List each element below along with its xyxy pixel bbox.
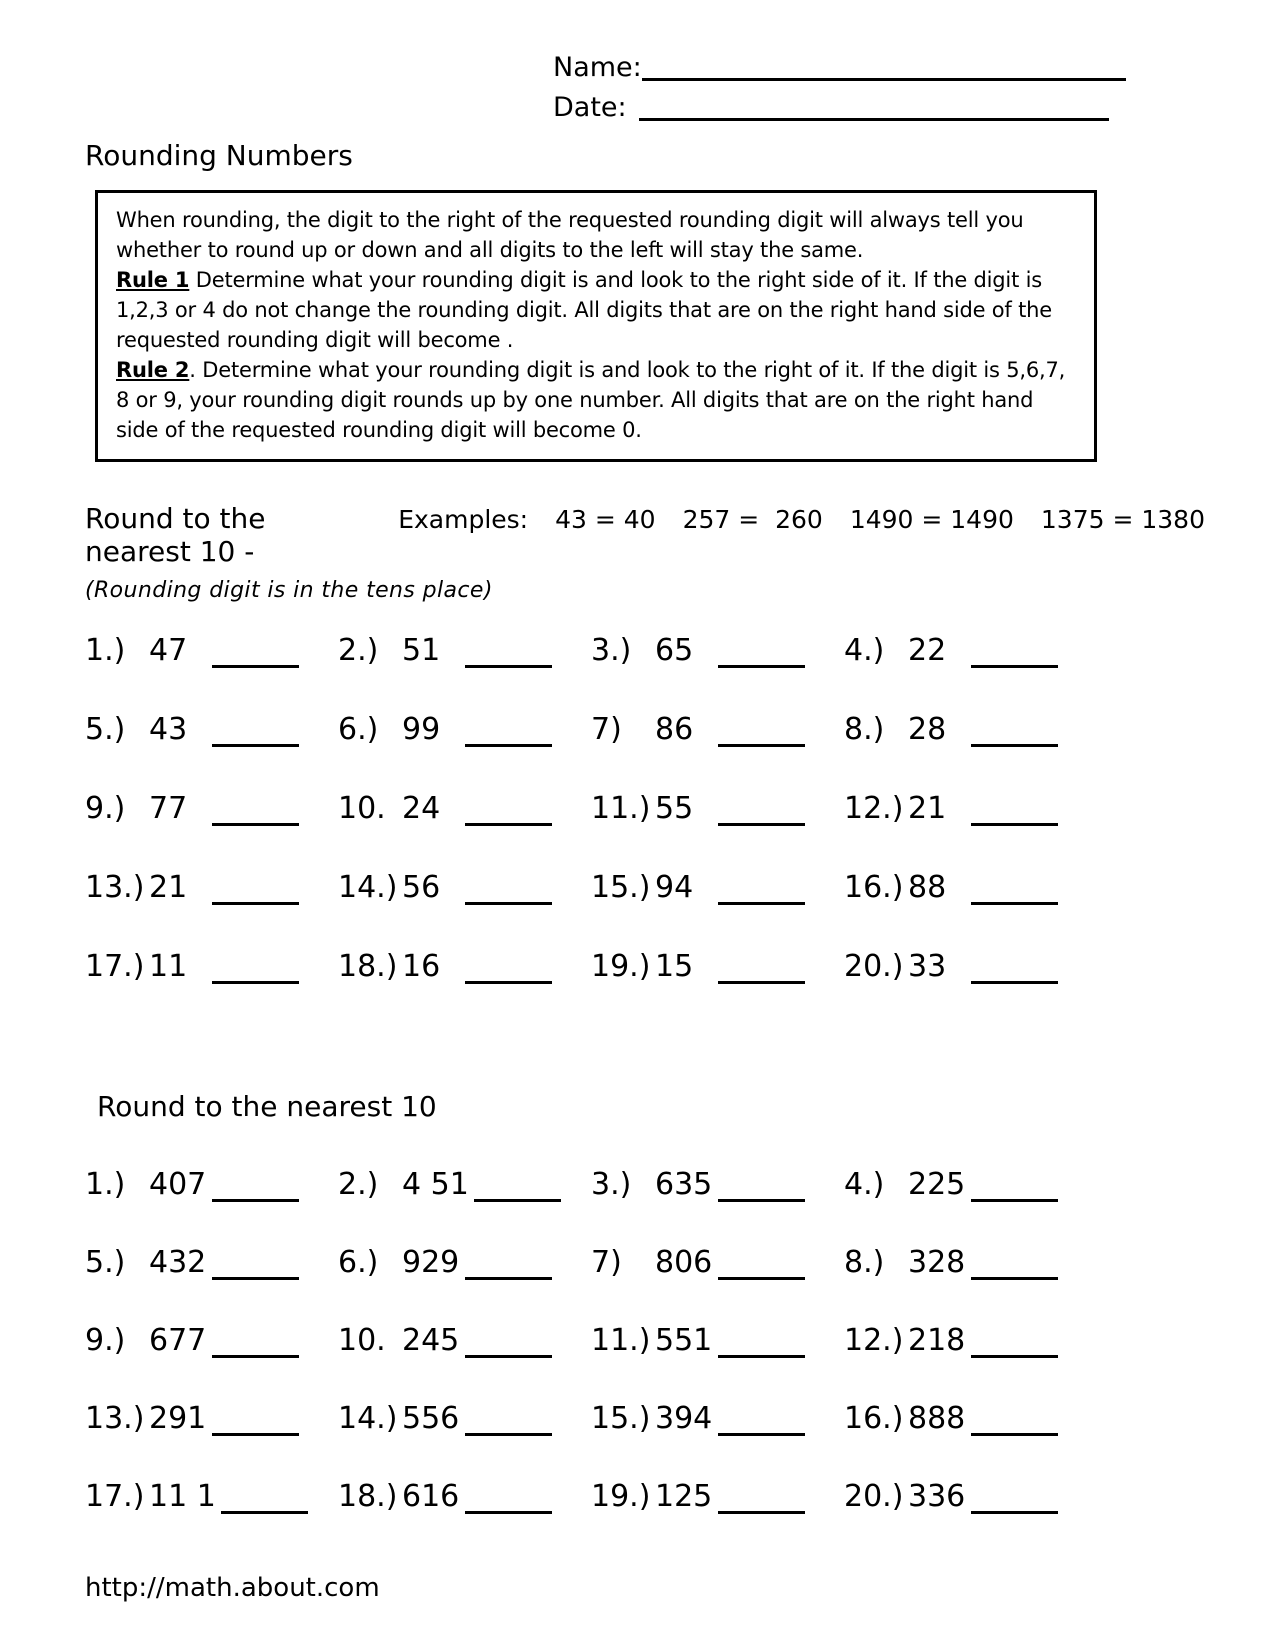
problem-item [844,633,1097,712]
problem-item [85,1323,338,1401]
problem-number: 432 [149,1245,207,1280]
problem-item [338,1245,591,1323]
problem-label: 7) [591,712,622,747]
problem-label: 18.) [338,949,398,984]
problem-item [591,1323,844,1401]
answer-blank[interactable] [212,1277,299,1280]
answer-blank[interactable] [465,1511,552,1514]
name-date-block [553,52,1205,123]
answer-blank[interactable] [971,1355,1058,1358]
problem-number: 125 [655,1479,713,1514]
problem-number: 635 [655,1167,713,1202]
answer-blank[interactable] [212,981,299,984]
problem-label: 16.) [844,870,904,905]
date-row [553,92,1205,123]
problem-number: 888 [908,1401,966,1436]
example-item: 257 = 260 [682,505,823,534]
problem-number: 21 [149,870,188,905]
problem-item [85,870,338,949]
answer-blank[interactable] [465,1355,552,1358]
answer-blank[interactable] [718,1199,805,1202]
problem-item [844,712,1097,791]
problem-number: 407 [149,1167,207,1202]
problem-item [85,1167,338,1245]
answer-blank[interactable] [971,1433,1058,1436]
problem-item [338,1479,591,1557]
problem-label: 15.) [591,1401,651,1436]
problem-item [844,791,1097,870]
problem-item [844,1167,1097,1245]
page-title: Rounding Numbers [85,139,353,172]
problem-label: 16.) [844,1401,904,1436]
problem-label: 6.) [338,712,379,747]
problem-label: 9.) [85,1323,126,1358]
answer-blank[interactable] [718,1277,805,1280]
rules-box [95,190,1097,462]
problem-number: 22 [908,633,947,668]
problem-item [591,870,844,949]
answer-blank[interactable] [718,902,805,905]
problem-label: 20.) [844,1479,904,1514]
problem-number: 4 51 [402,1167,469,1202]
answer-blank[interactable] [465,981,552,984]
answer-blank[interactable] [212,902,299,905]
problem-number: 245 [402,1323,460,1358]
problem-item [591,1167,844,1245]
problem-number: 328 [908,1245,966,1280]
problem-label: 5.) [85,712,126,747]
answer-blank[interactable] [465,1433,552,1436]
problem-item [591,712,844,791]
problem-label: 10. [338,1323,386,1358]
problem-label: 4.) [844,633,885,668]
problem-number: 15 [655,949,694,984]
problem-item [844,1401,1097,1479]
problem-label: 3.) [591,633,632,668]
date-input-line[interactable] [639,118,1109,121]
problem-item [591,1479,844,1557]
problem-label: 8.) [844,712,885,747]
problem-number: 336 [908,1479,966,1514]
problem-item [844,949,1097,1028]
problem-item [591,1245,844,1323]
rules-intro: When rounding, the digit to the right of the requested rounding digit will always tell you whether to round up or down and all digits to the left will stay the same. [116,208,1024,262]
problem-label: 11.) [591,791,651,826]
problem-number: 21 [908,791,947,826]
problem-number: 929 [402,1245,460,1280]
problem-number: 677 [149,1323,207,1358]
name-input-line[interactable] [642,78,1126,81]
section2-heading: Round to the nearest 10 [97,1090,437,1123]
problem-item [844,870,1097,949]
problem-number: 24 [402,791,441,826]
problem-number: 218 [908,1323,966,1358]
problem-item [844,1245,1097,1323]
rule-1-label: Rule 1 [116,268,190,292]
problem-number: 16 [402,949,441,984]
example-item: 1375 = 1380 [1040,505,1205,534]
problem-item [844,1323,1097,1401]
problem-item [591,633,844,712]
answer-blank[interactable] [212,1355,299,1358]
problem-label: 3.) [591,1167,632,1202]
problem-item [85,712,338,791]
answer-blank[interactable] [465,1277,552,1280]
problem-number: 11 [149,949,188,984]
problem-label: 1.) [85,633,126,668]
problem-label: 4.) [844,1167,885,1202]
answer-blank[interactable] [971,1277,1058,1280]
answer-blank[interactable] [718,665,805,668]
example-item: 43 = 40 [555,505,656,534]
problem-number: 94 [655,870,694,905]
problem-item [338,791,591,870]
rule-1 [116,265,1074,355]
answer-blank[interactable] [718,981,805,984]
problem-label: 11.) [591,1323,651,1358]
problem-item [85,791,338,870]
footer-url: http://math.about.com [85,1573,380,1603]
problem-label: 5.) [85,1245,126,1280]
problem-number: 51 [402,633,441,668]
problem-number: 43 [149,712,188,747]
answer-blank[interactable] [212,823,299,826]
problem-label: 14.) [338,870,398,905]
problem-number: 77 [149,791,188,826]
answer-blank[interactable] [971,1511,1058,1514]
problem-number: 47 [149,633,188,668]
examples-row [85,502,1205,568]
answer-blank[interactable] [718,1511,805,1514]
problem-number: 225 [908,1167,966,1202]
section1-subnote: (Rounding digit is in the tens place) [85,578,493,603]
answer-blank[interactable] [971,981,1058,984]
example-item: 1490 = 1490 [849,505,1014,534]
problem-number: 291 [149,1401,207,1436]
section2-problems-grid [85,1167,1205,1557]
problem-label: 14.) [338,1401,398,1436]
answer-blank[interactable] [474,1199,561,1202]
problem-item [338,633,591,712]
answer-blank[interactable] [718,1433,805,1436]
answer-blank[interactable] [971,902,1058,905]
answer-blank[interactable] [718,1355,805,1358]
problem-item [85,633,338,712]
problem-number: 99 [402,712,441,747]
problem-label: 17.) [85,1479,145,1514]
problem-number: 56 [402,870,441,905]
rule-2 [116,355,1074,445]
name-row [553,52,1205,83]
rule-1-text: Determine what your rounding digit is and look to the right side of it. If the digit is 1,2,3 or 4 do not change the rounding digit. All digits that are on the right hand side of the requested rounding digit will become . [116,268,1052,352]
problem-label: 17.) [85,949,145,984]
name-label: Name: [553,52,642,83]
problem-number: 11 1 [149,1479,216,1514]
answer-blank[interactable] [465,902,552,905]
examples-label: Examples: [398,505,529,534]
problem-item [85,949,338,1028]
problem-label: 18.) [338,1479,398,1514]
problem-item [338,1401,591,1479]
answer-blank[interactable] [718,744,805,747]
problem-item [338,949,591,1028]
problem-label: 19.) [591,1479,651,1514]
answer-blank[interactable] [465,744,552,747]
problem-item [338,1323,591,1401]
problem-item [85,1401,338,1479]
answer-blank[interactable] [465,665,552,668]
answer-blank[interactable] [465,823,552,826]
answer-blank[interactable] [212,665,299,668]
answer-blank[interactable] [971,823,1058,826]
problem-number: 86 [655,712,694,747]
problem-item [591,791,844,870]
problem-label: 15.) [591,870,651,905]
answer-blank[interactable] [971,665,1058,668]
problem-label: 2.) [338,1167,379,1202]
problem-label: 7) [591,1245,622,1280]
problem-item [338,712,591,791]
answer-blank[interactable] [971,744,1058,747]
problem-label: 9.) [85,791,126,826]
problem-label: 13.) [85,1401,145,1436]
answer-blank[interactable] [718,823,805,826]
rule-2-text: . Determine what your rounding digit is and look to the right of it. If the digit is 5,6,7, 8 or 9, your rounding digit rounds up by one number. All digits that are on the right hand side of the requested rounding digit will become 0. [116,358,1066,442]
problem-number: 65 [655,633,694,668]
problem-number: 551 [655,1323,713,1358]
date-label: Date: [553,92,627,123]
section1-heading: Round to the nearest 10 - [85,502,266,568]
problem-label: 2.) [338,633,379,668]
problem-label: 12.) [844,791,904,826]
problem-item [338,1167,591,1245]
problem-number: 88 [908,870,947,905]
problem-item [338,870,591,949]
problem-label: 8.) [844,1245,885,1280]
answer-blank[interactable] [212,1433,299,1436]
problem-item [844,1479,1097,1557]
problem-item [85,1245,338,1323]
answer-blank[interactable] [971,1199,1058,1202]
problem-label: 20.) [844,949,904,984]
problem-number: 556 [402,1401,460,1436]
problem-label: 1.) [85,1167,126,1202]
problem-number: 55 [655,791,694,826]
problem-number: 33 [908,949,947,984]
section1-problems-grid [85,633,1205,1028]
rule-2-label: Rule 2 [116,358,190,382]
problem-number: 616 [402,1479,460,1514]
problem-item [85,1479,338,1557]
problem-label: 19.) [591,949,651,984]
answer-blank[interactable] [212,1199,299,1202]
answer-blank[interactable] [212,744,299,747]
problem-number: 394 [655,1401,713,1436]
problem-label: 6.) [338,1245,379,1280]
problem-label: 10. [338,791,386,826]
answer-blank[interactable] [221,1511,308,1514]
problem-label: 12.) [844,1323,904,1358]
problem-item [591,949,844,1028]
problem-number: 28 [908,712,947,747]
problem-label: 13.) [85,870,145,905]
problem-item [591,1401,844,1479]
problem-number: 806 [655,1245,713,1280]
